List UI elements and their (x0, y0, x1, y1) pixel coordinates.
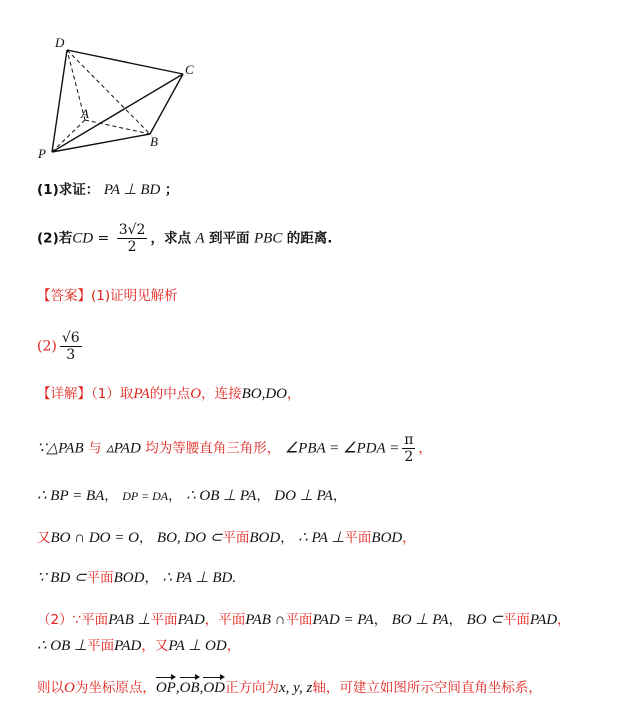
detail-l5-d: ， (144, 570, 158, 586)
detail-l7-a: ∴ OB ⊥ (37, 638, 88, 654)
label-D: D (55, 35, 65, 50)
detail-line-4 (37, 528, 416, 548)
detail-l1-pa: PA (133, 386, 150, 402)
vector-OD: OD (203, 680, 226, 696)
answer-tag: 【答案】 (37, 288, 91, 304)
detail-l4-f: BOD (249, 530, 281, 546)
edge-PD (52, 50, 67, 152)
detail-l6-d: 平面 (150, 612, 178, 628)
detail-l6-a: （2）∵ (37, 612, 82, 628)
detail-l4-c: ， (138, 530, 153, 546)
detail-l8-d: 正方向为 (225, 680, 280, 696)
detail-l1-b: 的中点 (149, 386, 191, 402)
detail-l1-a: （1）取 (91, 386, 134, 402)
detail-l1-o: O (190, 386, 202, 402)
detail-l5-c: BOD (113, 570, 145, 586)
detail-l4-g: ， (280, 530, 294, 546)
detail-l2-fraction (402, 432, 415, 465)
detail-l6-f: ，平面 (204, 612, 246, 628)
detail-l1-bo: BO,DO (241, 386, 288, 402)
detail-l2-c: ▵PAD (106, 440, 141, 457)
detail-l6-k: BO ⊥ PA (391, 612, 449, 628)
answer2-prefix: (2) (37, 338, 57, 355)
detail-l6-o: PAD (529, 612, 558, 628)
pyramid-figure (30, 30, 250, 160)
detail-tag: 【详解】 (37, 386, 91, 402)
detail-line-3 (37, 486, 346, 506)
detail-l4-i: 平面 (344, 530, 372, 546)
q1-suffix: ； (164, 182, 179, 198)
q2-num: 3√2 (118, 222, 146, 238)
label-P: P (38, 146, 46, 160)
detail-l2-b: 与 (88, 440, 102, 457)
detail-l6-n: 平面 (502, 612, 530, 628)
answer2-line (37, 330, 85, 363)
detail-l1-c: ，连接 (201, 386, 242, 402)
detail-l8-c: 为坐标原点， (74, 680, 156, 696)
detail-l1-d: ， (287, 386, 301, 402)
detail-line-5 (37, 568, 236, 588)
vector-OP: OP (155, 680, 176, 696)
detail-l6-h: 平面 (285, 612, 313, 628)
detail-l3-h: ， (332, 488, 347, 504)
detail-l6-c: PAB ⊥ (108, 612, 151, 628)
detail-l3-b: ， (104, 488, 118, 504)
q2-prefix: (2)若 (37, 230, 73, 247)
detail-l6-b: 平面 (81, 612, 109, 628)
detail-l7-e: PA ⊥ OD (168, 638, 227, 654)
question-1 (37, 180, 178, 200)
detail-l4-a: 又 (37, 530, 51, 546)
detail-line-2 (37, 432, 432, 465)
answer-line (37, 286, 178, 306)
detail-l4-d: BO, DO ⊂ (156, 530, 223, 546)
detail-l2-a: ∵△PAB (37, 440, 84, 457)
answer2-den: 3 (66, 347, 76, 363)
detail-l8-f: 轴，可建立如图所示空间直角坐标系， (312, 680, 542, 696)
detail-line-1 (37, 384, 301, 404)
detail-l3-a: ∴ BP = BA (37, 488, 105, 504)
detail-l4-e: 平面 (222, 530, 250, 546)
detail-l7-c: PAD (114, 638, 142, 654)
q1-expr: PA ⊥ BD (103, 182, 161, 198)
detail-l3-c: DP = DA (122, 489, 169, 503)
detail-line-8 (37, 678, 542, 698)
q2-mid: ，求点 (150, 230, 191, 247)
detail-l5-a: ∵ BD ⊂ (37, 570, 87, 586)
edge-DC (67, 50, 183, 74)
detail-l8-e: x, y, z (279, 680, 313, 696)
q2-suffix: 的距离. (286, 230, 333, 247)
detail-l5-e: ∴ PA ⊥ BD (162, 570, 233, 586)
vector-OB: OB (179, 680, 200, 696)
q2-cd: CD (72, 230, 94, 247)
question-2 (37, 222, 332, 255)
label-A: A (81, 106, 89, 121)
detail-l5-f: . (232, 570, 237, 586)
detail-l3-e: ∴ OB ⊥ PA (186, 488, 257, 504)
detail-l7-d: ，又 (141, 638, 169, 654)
q2-plane: PBC (254, 230, 283, 247)
detail-l4-h: ∴ PA ⊥ (298, 530, 345, 546)
edge-DB (67, 50, 150, 134)
detail-l2-d: 均为等腰直角三角形， (145, 440, 281, 457)
detail-l7-b: 平面 (87, 638, 115, 654)
label-B: B (150, 134, 158, 149)
detail-l6-e: PAD (177, 612, 205, 628)
q2-mid2: 到平面 (209, 230, 250, 247)
detail-line-6 (37, 610, 571, 630)
detail-l6-l: ， (448, 612, 463, 628)
detail-l4-b: BO ∩ DO = O (50, 530, 139, 546)
edge-CB (150, 74, 183, 134)
answer-text: (1)证明见解析 (91, 288, 178, 304)
detail-l2-num: π (404, 432, 414, 448)
detail-l2-den: 2 (404, 449, 414, 465)
detail-l3-d: ， (168, 488, 182, 504)
q2-fraction (117, 222, 148, 255)
detail-l2-e: ∠PBA = ∠PDA = (284, 440, 400, 457)
detail-l4-k: ， (402, 530, 416, 546)
detail-l8-comma1: , (175, 680, 180, 696)
q1-prefix: (1)求证： (37, 182, 100, 198)
detail-line-7 (37, 636, 240, 656)
answer2-num: √6 (61, 330, 80, 346)
detail-l6-j: ， (373, 612, 388, 628)
detail-l3-g: DO ⊥ PA (274, 488, 333, 504)
q2-eq: = (93, 230, 114, 247)
detail-l7-f: ， (226, 638, 241, 654)
detail-l4-j: BOD (371, 530, 403, 546)
detail-l8-a: 则以 (37, 680, 64, 696)
detail-l5-b: 平面 (86, 570, 114, 586)
q2-den: 2 (127, 239, 137, 255)
detail-l6-m: BO ⊂ (466, 612, 503, 628)
detail-l8-comma2: , (199, 680, 204, 696)
detail-l6-p: ， (557, 612, 571, 628)
label-C: C (185, 62, 194, 77)
detail-l3-f: ， (256, 488, 270, 504)
detail-l8-b: O (64, 680, 75, 696)
detail-l6-i: PAD = PA (312, 612, 374, 628)
detail-l6-g: PAB ∩ (245, 612, 286, 628)
answer2-fraction (60, 330, 82, 363)
q2-pointA: A (195, 230, 205, 247)
detail-l2-f: ， (418, 440, 432, 457)
